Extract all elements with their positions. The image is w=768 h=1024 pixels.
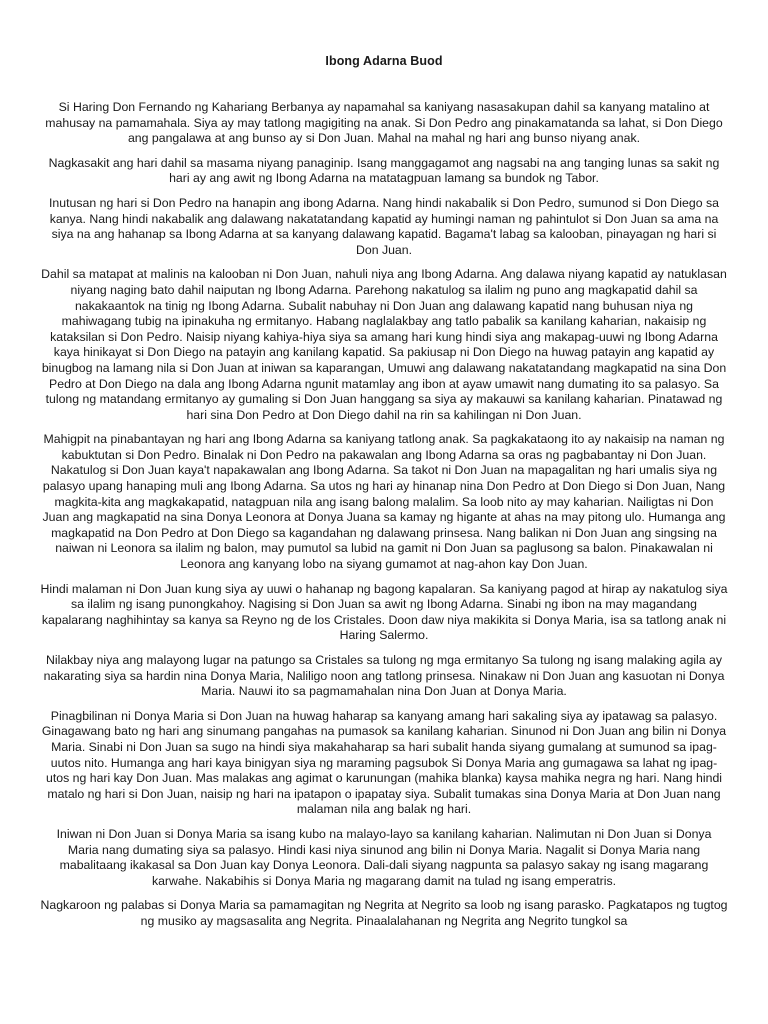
document-body <box>40 100 728 939</box>
paragraph: Dahil sa matapat at malinis na kalooban ni Don Juan, nahuli niya ang Ibong Adarna. Ang dalawa niyang kapatid ay natuklasan niyang naging bato dahil naiputan ng Ibong Adarna. Parehong nakatulog sa ilalim ng puno ang magkapatid dahil sa nakakaantok na tinig ng Ibong Adarna. Subalit nabuhay ni Don Juan ang dalawang kapatid nang buhusan niya ng mahiwagang tubig na ipinakuha ng ermitanyo. Habang naglalakbay ang tatlo pabalik sa kanilang kaharian, nakaisip ng kataksilan si Don Pedro. Naisip niyang kahiya-hiya siya sa amang hari kung hindi siya ang makapag-uuwi ng Ibong Adarna kaya hinikayat si Don Diego na patayin ang kanilang kapatid. Sa pakiusap ni Don Diego na huwag patayin ang kapatid ay binugbog na lamang nila si Don Juan at iniwan sa kaparangan, Umuwi ang dalawang nakatatandang magkapatid na sina Don Pedro at Don Diego na dala ang Ibong Adarna ngunit matamlay ang ibon at ayaw umawit nang dumating ito sa palasyo. Sa tulong ng matandang ermitanyo ay gumaling si Don Juan hanggang sa siya ay makauwi sa kanilang kaharian. Pinatawad ng hari sina Don Pedro at Don Diego dahil na rin sa kahilingan ni Don Juan. <box>41 267 727 422</box>
paragraph: Mahigpit na pinabantayan ng hari ang Ibong Adarna sa kaniyang tatlong anak. Sa pagkakataong ito ay nakaisip na naman ng kabuktutan si Don Pedro. Binalak ni Don Pedro na pakawalan ang Ibong Adarna sa oras ng pagbabantay ni Don Juan. Nakatulog si Don Juan kaya't napakawalan ang Ibong Adarna. Sa takot ni Don Juan na mapagalitan ng hari umalis siya ng palasyo upang hanaping muli ang Ibong Adarna. Sa utos ng hari ay hinanap nina Don Pedro at Don Diego si Don Juan, Nang magkita-kita ang magkakapatid, natagpuan nila ang isang balong malalim. Sa loob nito ay may kaharian. Nailigtas ni Don Juan ang magkapatid na sina Donya Leonora at Donya Juana sa kamay ng higante at ahas na may pitong ulo. Humanga ang magkapatid na Don Pedro at Don Diego sa kagandahan ng dalawang prinsesa. Nang balikan ni Don Juan ang singsing na naiwan ni Leonora sa ilalim ng balon, may pumutol sa lubid na gamit ni Don Juan sa paglusong sa balon. Pinakawalan ni Leonora ang kanyang lobo na siyang gumamot at nag-ahon kay Don Juan. <box>42 432 726 572</box>
paragraph: Pinagbilinan ni Donya Maria si Don Juan na huwag haharap sa kanyang amang hari sakaling siya ay ipatawag sa palasyo. Ginagawang bato ng hari ang sinumang pangahas na pumasok sa kanilang kaharian. Sinunod ni Don Juan ang bilin ni Donya Maria. Sinabi ni Don Juan sa sugo na hindi siya makahaharap sa hari subalit handa siyang gumalang at sumunod sa ipag-uutos nito. Humanga ang hari kaya binigyan siya ng maraming pagsubok Si Donya Maria ang gumagawa sa lahat ng ipag-utos ng hari kay Don Juan. Mas malakas ang agimat o karunungan (mahika blanka) kaysa mahika negra ng hari. Nang hindi matalo ng hari si Don Juan, naisip ng hari na ipatapon o ipapatay siya. Subalit tumakas sina Donya Maria at Don Juan nang malaman nila ang balak ng hari. <box>41 708 727 817</box>
paragraph: Iniwan ni Don Juan si Donya Maria sa isang kubo na malayo-layo sa kanilang kaharian. Nalimutan ni Don Juan si Donya Maria nang dumating siya sa palasyo. Hindi kasi niya sinunod ang bilin ni Donya Maria. Nagalit si Donya Maria nang mabalitaang ikakasal sa Don Juan kay Donya Leonora. Dali-dali siyang nagpunta sa palasyo sakay ng isang magarang karwahe. Nakabihis si Donya Maria ng magarang damit na tulad ng isang emperatris. <box>56 826 712 888</box>
paragraph: Inutusan ng hari si Don Pedro na hanapin ang ibong Adarna. Nang hindi nakabalik si Don Pedro, sumunod si Don Diego sa kanya. Nang hindi nakabalik ang dalawang nakatatandang kapatid ay humingi naman ng pahintulot si Don Juan sa ama na siya na ang hahanap sa Ibong Adarna at sa kanyang dalawang kapatid. Bagama't labag sa kalooban, pinayagan ng hari si Don Juan. <box>49 195 719 257</box>
paragraph: Hindi malaman ni Don Juan kung siya ay uuwi o hahanap ng bagong kapalaran. Sa kaniyang pagod at hirap ay nakatulog siya sa ilalim ng isang punongkahoy. Nagising si Don Juan sa awit ng Ibong Adarna. Sinabi ng ibon na may magandang kapalarang naghihintay sa kanya sa Reyno ng de los Cristales. Doon daw niya makikita si Donya Maria, isa sa tatlong anak ni Haring Salermo. <box>40 581 728 643</box>
paragraph: Nagkasakit ang hari dahil sa masama niyang panaginip. Isang manggagamot ang nagsabi na ang tanging lunas sa sakit ng hari ay ang awit ng Ibong Adarna na matatagpuan lamang sa bundok ng Tabor. <box>48 155 720 186</box>
paragraph: Nagkaroon ng palabas si Donya Maria sa pamamagitan ng Negrita at Negrito sa loob ng isang parasko. Pagkatapos ng tugtog ng musiko ay magsasalita ang Negrita. Pinaalalahanan ng Negrita ang Negrito tungkol sa <box>40 898 728 928</box>
paragraph: Si Haring Don Fernando ng Kahariang Berbanya ay napamahal sa kaniyang nasasakupan dahil sa kanyang matalino at mahusay na pamamahala. Siya ay may tatlong magigiting na anak. Si Don Pedro ang pinakamatanda sa lahat, si Don Diego ang pangalawa at ang bunso ay si Don Juan. Mahal na mahal ng hari ang bunso niyang anak. <box>45 100 723 146</box>
document-title: Ibong Adarna Buod <box>325 54 443 68</box>
paragraph: Nilakbay niya ang malayong lugar na patungo sa Cristales sa tulong ng mga ermitanyo Sa tulong ng isang malaking agila ay nakarating siya sa hardin nina Donya Maria, Naliligo noon ang tatlong prinsesa. Ninakaw ni Don Juan ang kasuotan ni Donya Maria. Nauwi ito sa pagmamahalan nina Don Juan at Donya Maria. <box>43 653 725 699</box>
